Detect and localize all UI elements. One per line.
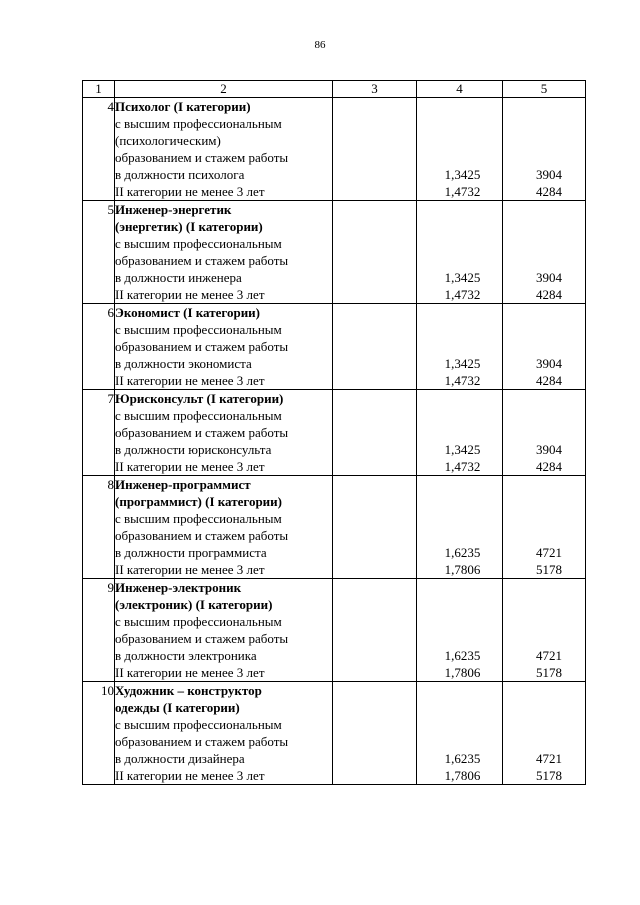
spacer: [417, 149, 502, 166]
table-row: [83, 682, 586, 785]
spacer: [503, 424, 585, 441]
coefficient-value: 1,4732: [444, 373, 481, 388]
spacer: [417, 252, 502, 269]
position-description: [115, 476, 333, 579]
salary-value: 5178: [536, 562, 562, 577]
coefficient-value: 1,4732: [444, 287, 481, 302]
spacer: [417, 630, 502, 647]
position-title-line: (энергетик) (I категории): [115, 219, 263, 234]
position-requirement-line: образованием и стажем работы: [115, 253, 289, 268]
spacer: [503, 338, 585, 355]
spacer: [417, 613, 502, 630]
position-description: [115, 201, 333, 304]
row-number: 7: [83, 390, 115, 476]
coefficient: [417, 476, 503, 579]
spacer: [503, 304, 585, 321]
coefficient: [417, 98, 503, 201]
table-header-row: [83, 81, 586, 98]
salary-value: 5178: [536, 665, 562, 680]
row-number: 6: [83, 304, 115, 390]
spacer: [417, 115, 502, 132]
position-requirement-line: с высшим профессиональным: [115, 408, 282, 423]
spacer: [503, 218, 585, 235]
salary-value: 4721: [536, 648, 562, 663]
position-title-line: (электроник) (I категории): [115, 597, 273, 612]
spacer: [503, 613, 585, 630]
salary: [503, 682, 586, 785]
position-requirement-line: II категории не менее 3 лет: [115, 768, 265, 783]
row-number: 9: [83, 579, 115, 682]
salary-value: 4284: [536, 373, 562, 388]
spacer: [503, 493, 585, 510]
position-requirement-line: образованием и стажем работы: [115, 631, 289, 646]
salary-table: [82, 80, 586, 785]
spacer: [503, 682, 585, 699]
position-requirement-line: в должности дизайнера: [115, 751, 245, 766]
salary-value: 4721: [536, 751, 562, 766]
position-description: [115, 390, 333, 476]
table-body: [83, 98, 586, 785]
position-requirement-line: (психологическим): [115, 133, 221, 148]
salary-value: 4284: [536, 287, 562, 302]
position-requirement-line: образованием и стажем работы: [115, 734, 289, 749]
spacer: [503, 407, 585, 424]
table-row: [83, 390, 586, 476]
coefficient-value: 1,7806: [444, 665, 481, 680]
position-description: [115, 579, 333, 682]
position-requirement-line: в должности электроника: [115, 648, 257, 663]
position-requirement-line: II категории не менее 3 лет: [115, 665, 265, 680]
spacer: [417, 201, 502, 218]
position-title-line: Инженер-программист: [115, 477, 251, 492]
position-title-line: Психолог (I категории): [115, 99, 251, 114]
column-3-cell: [333, 201, 417, 304]
spacer: [503, 132, 585, 149]
page-number: 86: [314, 39, 326, 51]
salary-value: 4284: [536, 459, 562, 474]
coefficient-value: 1,6235: [444, 545, 481, 560]
spacer: [417, 321, 502, 338]
coefficient: [417, 579, 503, 682]
spacer: [503, 579, 585, 596]
spacer: [417, 682, 502, 699]
position-title-line: Инженер-энергетик: [115, 202, 232, 217]
spacer: [503, 390, 585, 407]
position-requirement-line: образованием и стажем работы: [115, 150, 289, 165]
column-3-cell: [333, 98, 417, 201]
coefficient-value: 1,7806: [444, 768, 481, 783]
position-title-line: Экономист (I категории): [115, 305, 260, 320]
column-header: 3: [333, 81, 417, 98]
coefficient: [417, 201, 503, 304]
salary-value: 4284: [536, 184, 562, 199]
spacer: [503, 235, 585, 252]
row-number: 4: [83, 98, 115, 201]
spacer: [417, 493, 502, 510]
salary: [503, 390, 586, 476]
spacer: [503, 98, 585, 115]
column-header: 2: [115, 81, 333, 98]
coefficient: [417, 390, 503, 476]
spacer: [503, 321, 585, 338]
coefficient-value: 1,3425: [444, 356, 481, 371]
salary-value: 3904: [536, 167, 562, 182]
position-requirement-line: образованием и стажем работы: [115, 339, 289, 354]
position-title-line: (программист) (I категории): [115, 494, 282, 509]
row-number: 8: [83, 476, 115, 579]
coefficient: [417, 304, 503, 390]
row-number: 5: [83, 201, 115, 304]
spacer: [417, 733, 502, 750]
coefficient-value: 1,3425: [444, 270, 481, 285]
spacer: [503, 630, 585, 647]
column-3-cell: [333, 579, 417, 682]
spacer: [503, 149, 585, 166]
position-description: [115, 98, 333, 201]
table-row: [83, 579, 586, 682]
column-3-cell: [333, 476, 417, 579]
column-header: 5: [503, 81, 586, 98]
position-requirement-line: в должности психолога: [115, 167, 245, 182]
spacer: [417, 390, 502, 407]
column-header: 4: [417, 81, 503, 98]
spacer: [417, 716, 502, 733]
position-requirement-line: с высшим профессиональным: [115, 511, 282, 526]
salary: [503, 98, 586, 201]
position-requirement-line: II категории не менее 3 лет: [115, 459, 265, 474]
spacer: [417, 98, 502, 115]
spacer: [503, 476, 585, 493]
position-requirement-line: в должности инженера: [115, 270, 242, 285]
spacer: [417, 338, 502, 355]
coefficient-value: 1,3425: [444, 167, 481, 182]
column-header: 1: [83, 81, 115, 98]
position-requirement-line: с высшим профессиональным: [115, 614, 282, 629]
coefficient: [417, 682, 503, 785]
table-row: [83, 304, 586, 390]
position-description: [115, 682, 333, 785]
position-requirement-line: с высшим профессиональным: [115, 236, 282, 251]
table-row: [83, 476, 586, 579]
salary: [503, 579, 586, 682]
spacer: [503, 699, 585, 716]
salary: [503, 201, 586, 304]
spacer: [503, 201, 585, 218]
salary-value: 4721: [536, 545, 562, 560]
position-requirement-line: II категории не менее 3 лет: [115, 373, 265, 388]
spacer: [503, 510, 585, 527]
spacer: [417, 407, 502, 424]
position-requirement-line: II категории не менее 3 лет: [115, 184, 265, 199]
table-row: [83, 98, 586, 201]
spacer: [417, 579, 502, 596]
salary-value: 5178: [536, 768, 562, 783]
coefficient-value: 1,3425: [444, 442, 481, 457]
coefficient-value: 1,6235: [444, 648, 481, 663]
position-title-line: одежды (I категории): [115, 700, 240, 715]
coefficient-value: 1,4732: [444, 184, 481, 199]
position-requirement-line: в должности экономиста: [115, 356, 252, 371]
position-requirement-line: образованием и стажем работы: [115, 528, 289, 543]
column-3-cell: [333, 304, 417, 390]
salary-value: 3904: [536, 442, 562, 457]
position-requirement-line: образованием и стажем работы: [115, 425, 289, 440]
column-3-cell: [333, 682, 417, 785]
spacer: [503, 527, 585, 544]
coefficient-value: 1,7806: [444, 562, 481, 577]
position-title-line: Художник – конструктор: [115, 683, 262, 698]
salary: [503, 304, 586, 390]
position-requirement-line: с высшим профессиональным: [115, 717, 282, 732]
salary: [503, 476, 586, 579]
spacer: [417, 235, 502, 252]
position-requirement-line: II категории не менее 3 лет: [115, 562, 265, 577]
position-title-line: Юрисконсульт (I категории): [115, 391, 284, 406]
row-number: 10: [83, 682, 115, 785]
salary-value: 3904: [536, 270, 562, 285]
position-description: [115, 304, 333, 390]
spacer: [417, 510, 502, 527]
column-3-cell: [333, 390, 417, 476]
spacer: [503, 252, 585, 269]
spacer: [417, 304, 502, 321]
spacer: [417, 132, 502, 149]
coefficient-value: 1,6235: [444, 751, 481, 766]
spacer: [417, 699, 502, 716]
spacer: [417, 218, 502, 235]
spacer: [417, 596, 502, 613]
spacer: [503, 596, 585, 613]
table-row: [83, 201, 586, 304]
spacer: [417, 527, 502, 544]
spacer: [503, 733, 585, 750]
spacer: [503, 716, 585, 733]
salary-value: 3904: [536, 356, 562, 371]
position-requirement-line: с высшим профессиональным: [115, 322, 282, 337]
spacer: [417, 476, 502, 493]
position-requirement-line: в должности юрисконсульта: [115, 442, 272, 457]
position-requirement-line: с высшим профессиональным: [115, 116, 282, 131]
position-title-line: Инженер-электроник: [115, 580, 242, 595]
spacer: [417, 424, 502, 441]
position-requirement-line: II категории не менее 3 лет: [115, 287, 265, 302]
position-requirement-line: в должности программиста: [115, 545, 267, 560]
spacer: [503, 115, 585, 132]
coefficient-value: 1,4732: [444, 459, 481, 474]
